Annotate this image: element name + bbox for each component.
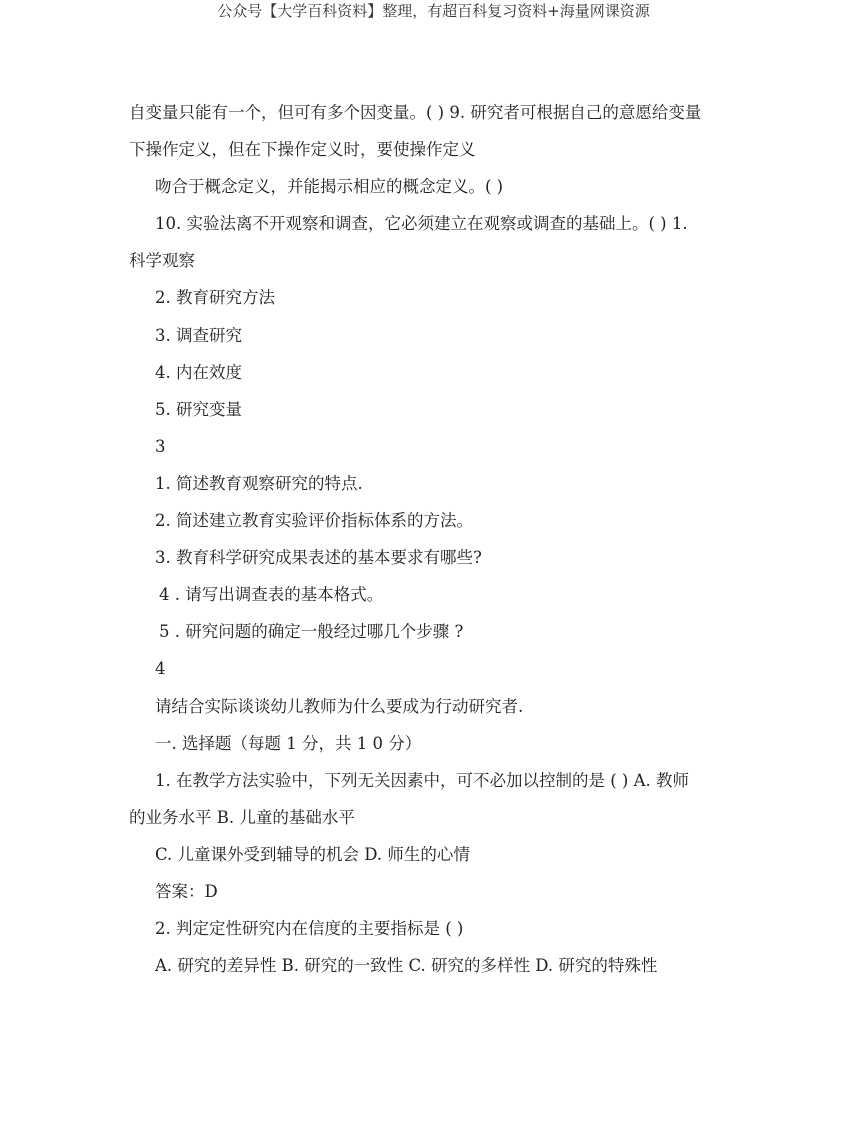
text-line: 2. 简述建立教育实验评价指标体系的方法。 xyxy=(155,511,473,531)
text-line: 3. 教育科学研究成果表述的基本要求有哪些? xyxy=(155,548,482,568)
text-line: 2. 判定定性研究内在信度的主要指标是 ( ) xyxy=(155,919,464,939)
text-line: 4 . 请写出调查表的基本格式。 xyxy=(159,585,384,605)
text-line: 2. 教育研究方法 xyxy=(155,288,275,308)
text-line: 10. 实验法离不开观察和调查，它必须建立在观察或调查的基础上。( ) 1. xyxy=(155,214,688,234)
text-line: 5 . 研究问题的确定一般经过哪几个步骤 ? xyxy=(159,622,464,642)
text-line: 请结合实际谈谈幼儿教师为什么要成为行动研究者. xyxy=(155,696,524,716)
text-line: 的业务水平 B. 儿童的基础水平 xyxy=(129,807,355,827)
text-line: 5. 研究变量 xyxy=(155,399,242,419)
text-line: 3 xyxy=(155,436,166,456)
document-body xyxy=(129,94,749,984)
text-line: 科学观察 xyxy=(129,251,195,271)
text-line: 一. 选择题（每题 1 分，共 1 0 分） xyxy=(155,733,422,753)
text-line: 自变量只能有一个，但可有多个因变量。( ) 9. 研究者可根据自己的意愿给变量 xyxy=(129,103,702,122)
text-line: 4. 内在效度 xyxy=(155,362,242,382)
text-line: 4 xyxy=(155,659,166,679)
text-line: 1. 简述教育观察研究的特点. xyxy=(155,473,363,493)
page-header: 公众号【大学百科资料】整理，有超百科复习资料+海量网课资源 xyxy=(217,2,650,20)
text-line: 3. 调查研究 xyxy=(155,325,242,345)
text-line: 1. 在教学方法实验中，下列无关因素中，可不必加以控制的是 ( ) A. 教师 xyxy=(155,770,690,790)
text-line: A. 研究的差异性 B. 研究的一致性 C. 研究的多样性 D. 研究的特殊性 xyxy=(155,956,658,976)
text-line: 吻合于概念定义，并能揭示相应的概念定义。( ) xyxy=(155,177,504,197)
text-line: 答案：D xyxy=(155,881,218,901)
text-line: 下操作定义，但在下操作定义时，要使操作定义 xyxy=(129,140,476,160)
text-line: C. 儿童课外受到辅导的机会 D. 师生的心情 xyxy=(155,844,470,864)
